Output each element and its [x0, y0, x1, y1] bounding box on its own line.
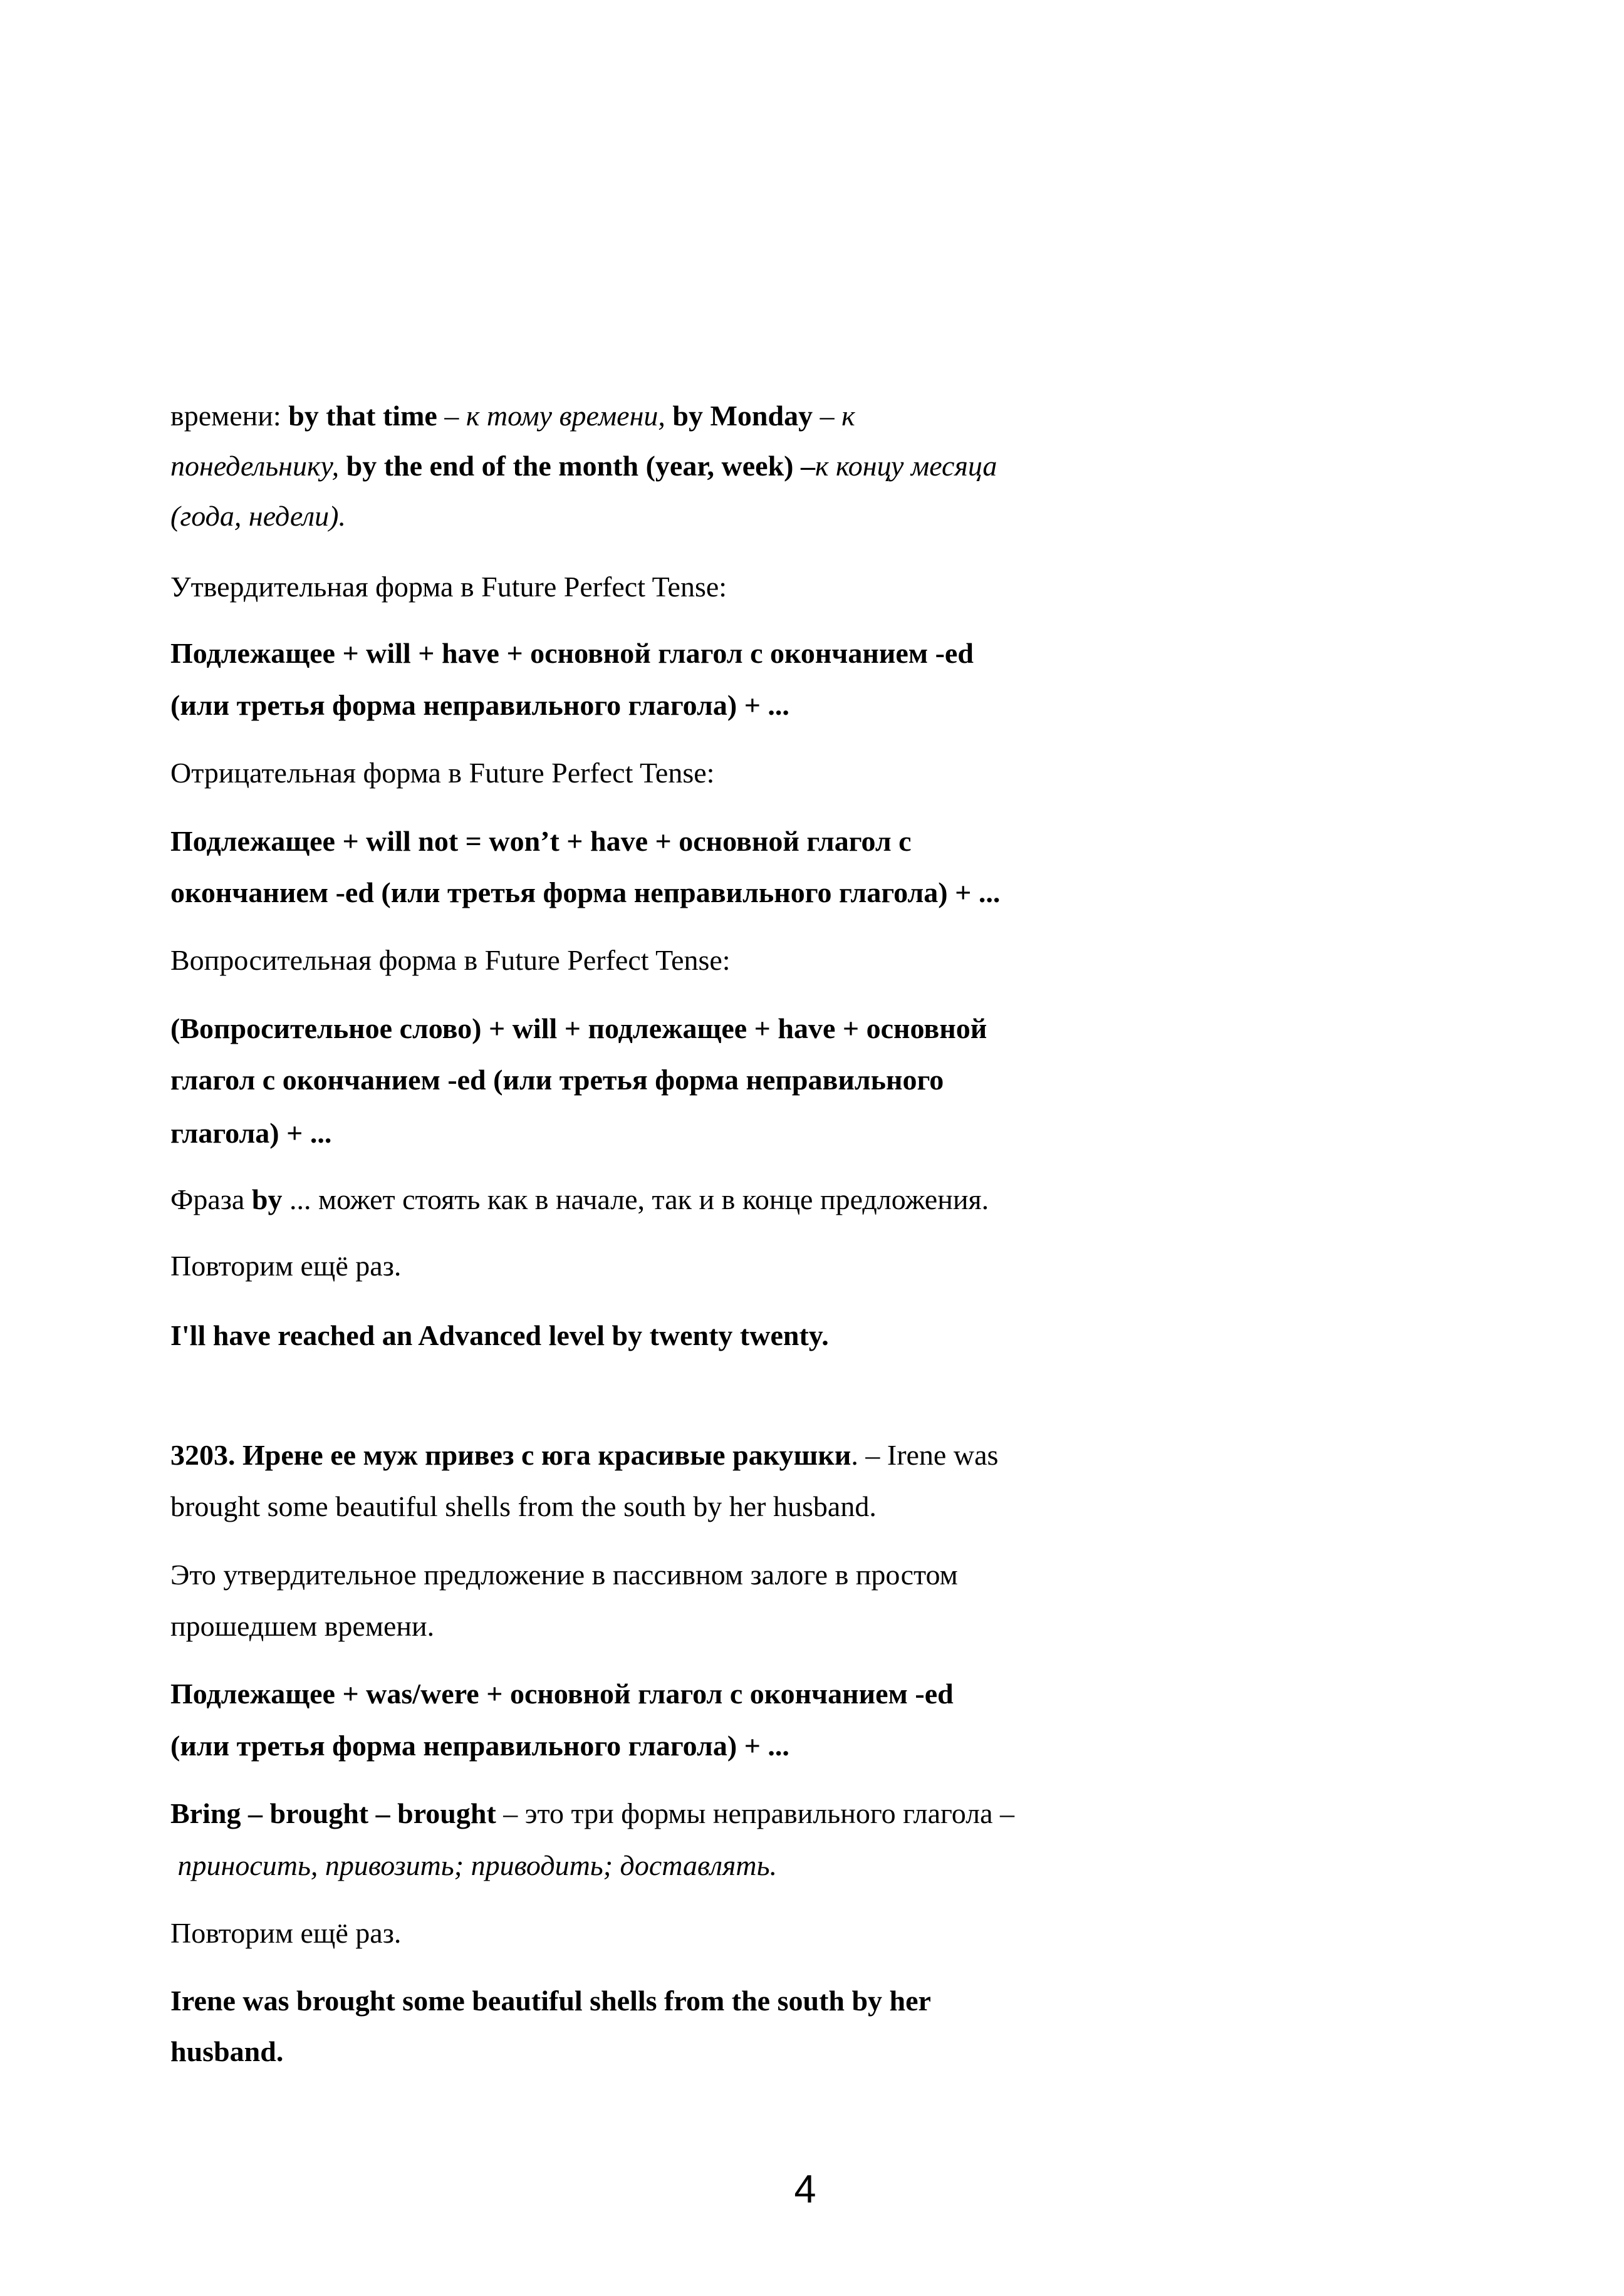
text-line: [170, 1004, 987, 1054]
text-run: by: [251, 1183, 283, 1215]
text-run: brought some beautiful shells from the south by her husband.: [170, 1490, 877, 1522]
text-run: окончанием -ed (или третья форма неправильного глагола) + ...: [170, 876, 1001, 908]
text-line: [170, 1108, 331, 1158]
text-run: глагол с окончанием -ed (или третья форма неправильного: [170, 1064, 944, 1096]
text-run: глагола) + ...: [170, 1117, 332, 1149]
text-run: Утвердительная форма в Future Perfect Tense:: [170, 571, 727, 603]
text-run: (или третья форма неправильного глагола) + ...: [170, 689, 789, 721]
text-run: Повторим ещё раз.: [170, 1250, 402, 1282]
text-run: Irene was brought some beautiful shells from the south by her: [170, 1985, 931, 2017]
text-line: [170, 1311, 829, 1361]
text-run: Отрицательная форма в Future Perfect Tense:: [170, 757, 715, 789]
text-run: Подлежащее + will + have + основной глагол с окончанием -ed: [170, 637, 974, 669]
text-line: [170, 1601, 434, 1651]
text-run: ... может стоять как в начале, так и в конце предложения.: [282, 1183, 989, 1215]
text-line: [170, 491, 346, 541]
text-line: [170, 816, 912, 866]
text-run: понедельнику,: [170, 450, 340, 482]
text-line: [170, 628, 974, 678]
text-run: к концу месяца: [815, 450, 997, 482]
text-run: Это утвердительное предложение в пассивном залоге в простом: [170, 1559, 958, 1591]
text-line: [170, 1430, 998, 1480]
text-run: Подлежащее + was/were + основной глагол с окончанием -ed: [170, 1678, 954, 1710]
text-line: [170, 868, 1000, 918]
text-line: [170, 391, 855, 441]
text-line: [170, 748, 714, 798]
text-line: [170, 1055, 944, 1105]
text-run: Повторим ещё раз.: [170, 1917, 402, 1949]
text-line: [170, 1669, 954, 1719]
text-run: к: [841, 400, 855, 432]
text-run: Подлежащее + will not = won’t + have + основной глагол с: [170, 825, 912, 857]
text-run: by Monday: [665, 400, 813, 432]
text-run: к тому времени,: [466, 400, 665, 432]
text-line: [170, 1721, 789, 1771]
text-line: [170, 935, 731, 985]
text-run: –: [437, 400, 466, 432]
text-line: [170, 1841, 777, 1891]
text-line: [170, 1789, 1014, 1839]
text-run: – это три формы неправильного глагола –: [496, 1797, 1014, 1829]
text-run: husband.: [170, 2035, 284, 2067]
text-line: [170, 562, 727, 612]
text-run: (года, недели).: [170, 500, 346, 532]
text-run: прошедшем времени.: [170, 1610, 435, 1642]
text-run: (или третья форма неправильного глагола) + ...: [170, 1730, 789, 1762]
text-run: (Вопросительное слово) + will + подлежащее + have + основной: [170, 1012, 987, 1044]
text-line: [170, 441, 997, 491]
text-run: –: [813, 400, 842, 432]
text-run: Bring – brought – brought: [170, 1797, 496, 1829]
page-number: 4: [794, 2168, 816, 2211]
text-line: [170, 1908, 401, 1958]
text-run: времени:: [170, 400, 289, 432]
text-run: Вопросительная форма в Future Perfect Tense:: [170, 944, 731, 976]
text-line: [170, 1241, 401, 1291]
text-run: Фраза: [170, 1183, 252, 1215]
text-line: [170, 2027, 283, 2077]
text-run: 3203. Ирене ее муж привез с юга красивые ракушки: [170, 1439, 851, 1471]
text-run: I'll have reached an Advanced level by twenty twenty.: [170, 1319, 829, 1351]
text-line: [170, 1175, 989, 1225]
text-run: . – Irene was: [851, 1439, 999, 1471]
text-run: приносить, привозить; приводить; доставлять.: [170, 1849, 778, 1881]
text-line: [170, 680, 789, 730]
text-line: [170, 1482, 877, 1532]
text-line: [170, 1976, 931, 2026]
text-line: [170, 1550, 958, 1600]
text-run: by that time: [288, 400, 437, 432]
text-run: by the end of the month (year, week) –: [339, 450, 815, 482]
